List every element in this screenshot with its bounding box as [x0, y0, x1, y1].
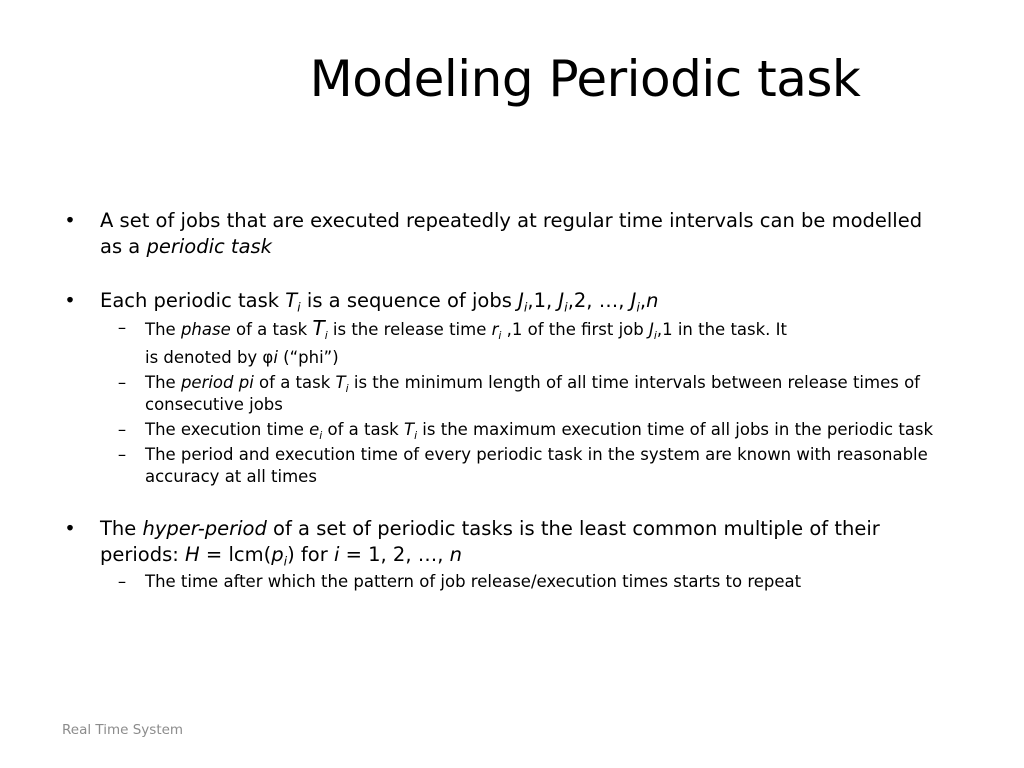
bullet-marker: • — [64, 517, 76, 540]
bullet-text: A set of jobs that are executed repeatedly at regular time intervals can be modelled as a — [100, 209, 923, 258]
slide-content — [60, 208, 940, 593]
symbol-task-T: T — [285, 289, 298, 312]
slide-title: Modeling Periodic task — [309, 50, 861, 108]
sub-bullet-marker: – — [117, 373, 127, 392]
bullet-hyper-period: • The hyper-period of a set of periodic tasks is the least common multiple of their periods: $H = lcm(p_i)$ for i = 1, 2, …, n — [60, 516, 940, 568]
term-phase: phase — [180, 320, 231, 339]
sub-bullet-period: – The period pi of a task $T_i$ is the minimum length of all time intervals between release times of consecutive jobs — [60, 372, 940, 416]
term-period: period pi — [180, 373, 254, 392]
term-hyper-period: hyper-period — [142, 517, 267, 540]
sub-bullet-marker: – — [117, 318, 127, 337]
sub-bullet-marker: – — [117, 445, 127, 464]
sub-bullet-marker: – — [117, 572, 127, 591]
symbol-execution-e: e — [309, 420, 320, 439]
sub-bullet-marker: – — [117, 420, 127, 439]
sub-bullet-phase: – The phase of a task $T_i$ is the release time $r_i$ ,1 of the first job $J_i,1$ in the task. It is denoted by φi (“phi”) — [60, 317, 940, 369]
slide-footer: Real Time System — [62, 722, 184, 738]
bullet-periodic-task-definition — [60, 208, 940, 260]
bullet-job-sequence: • Each periodic task $T_i$ is a sequence of jobs $J_i,1$, $J_i,2$, …, $J_i,n$ — [60, 288, 940, 314]
sub-bullet-repeat-pattern: – The time after which the pattern of job release/execution times starts to repeat — [60, 571, 940, 593]
symbol-H: H — [185, 543, 200, 566]
term-periodic-task: periodic task — [146, 235, 272, 258]
sub-bullet-known-accuracy: – The period and execution time of every periodic task in the system are known with reasonable accuracy at all times — [60, 444, 940, 488]
bullet-marker: • — [64, 289, 76, 312]
symbol-task-T: T — [312, 316, 325, 340]
sub-bullet-execution-time: – The execution time $e_i$ of a task $T_i$ is the maximum execution time of all jobs in the periodic task — [60, 419, 940, 441]
symbol-job-J: J — [518, 289, 524, 312]
bullet-marker: • — [64, 209, 76, 232]
symbol-release-r: r — [491, 320, 499, 339]
